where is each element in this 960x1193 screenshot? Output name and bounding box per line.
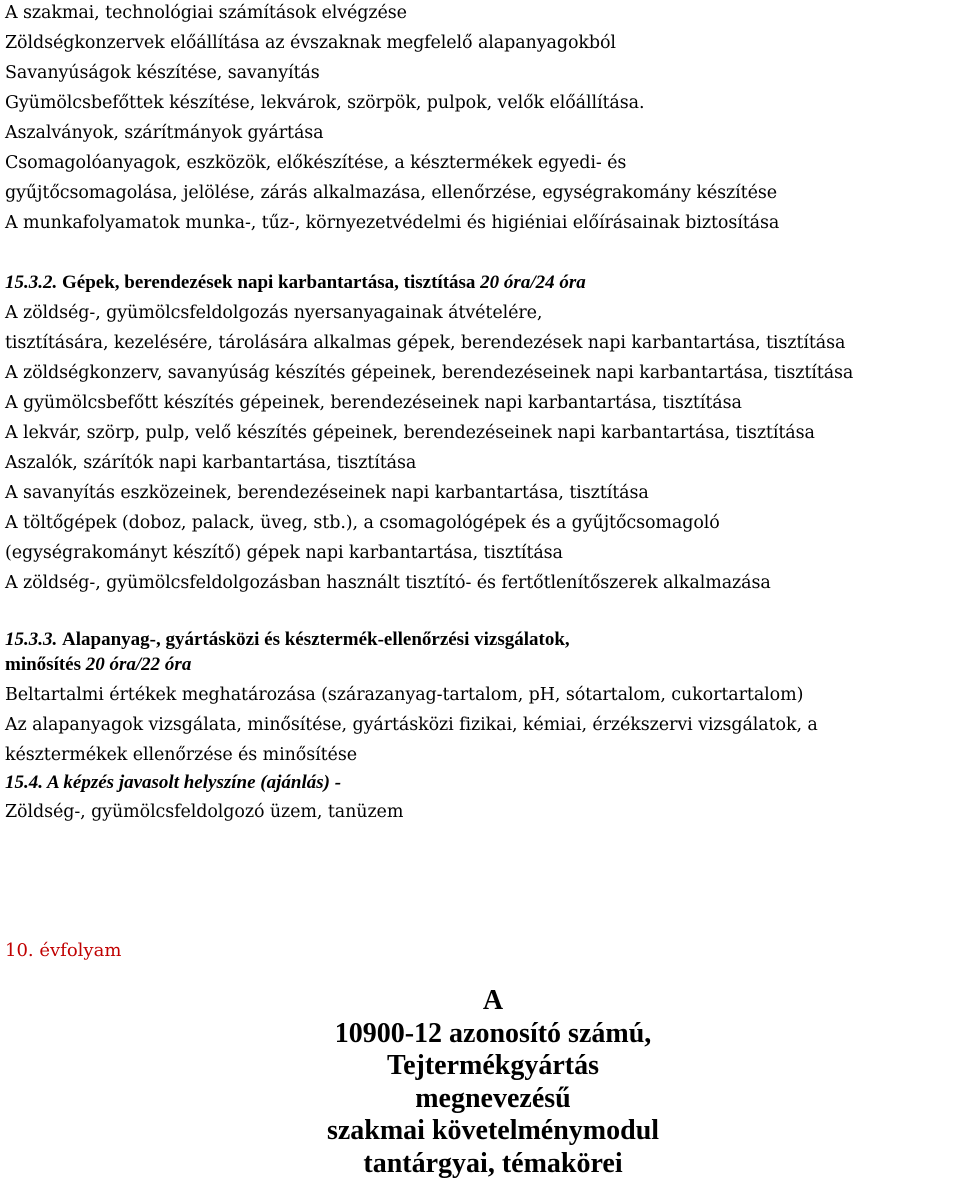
- section-154-text: Zöldség-, gyümölcsfeldolgozó üzem, tanüzem: [5, 802, 404, 822]
- section-1532-line-10: A zöldség-, gyümölcsfeldolgozásban használt tisztító- és fertőtlenítőszerek alkalmazása: [5, 573, 771, 593]
- module-title-line-3: Tejtermékgyártás: [386, 1050, 599, 1081]
- section-1533-line-3: késztermékek ellenőrzése és minősítése: [5, 745, 357, 765]
- module-title-line-5: szakmai követelménymodul: [326, 1115, 660, 1146]
- section-1532-line-5: A lekvár, szörp, pulp, velő készítés gépeinek, berendezéseinek napi karbantartása, tisztítása: [5, 423, 815, 443]
- section-1533-line-1: Beltartalmi értékek meghatározása (szárazanyag-tartalom, pH, sótartalom, cukortartalom): [5, 685, 804, 705]
- section-1533-hours: 20 óra/22 óra: [85, 654, 192, 675]
- section-1532-line-6: Aszalók, szárítók napi karbantartása, tisztítása: [5, 453, 417, 473]
- section-1533-heading-line2: [5, 650, 191, 680]
- section-1532-line-2: tisztítására, kezelésére, tárolására alkalmas gépek, berendezések napi karbantartása, tisztítása: [5, 333, 846, 353]
- module-title-line-1: A: [482, 985, 504, 1016]
- list-a-line-7: gyűjtőcsomagolása, jelölése, zárás alkalmazása, ellenőrzése, egységrakomány készítése: [5, 183, 777, 203]
- section-1532-line-1: A zöldség-, gyümölcsfeldolgozás nyersanyagainak átvételére,: [5, 303, 543, 323]
- list-a-line-5: Aszalványok, szárítmányok gyártása: [5, 123, 324, 143]
- list-a-line-2: Zöldségkonzervek előállítása az évszaknak megfelelő alapanyagokból: [5, 33, 616, 53]
- section-1532-line-9: (egységrakományt készítő) gépek napi karbantartása, tisztítása: [5, 543, 563, 563]
- module-title-block: [0, 985, 960, 1180]
- section-1532-heading: [5, 268, 586, 298]
- section-1532-line-4: A gyümölcsbefőtt készítés gépeinek, berendezéseinek napi karbantartása, tisztítása: [5, 393, 742, 413]
- section-1532-line-8: A töltőgépek (doboz, palack, üveg, stb.), a csomagológépek és a gyűjtőcsomagoló: [5, 513, 720, 533]
- section-154-heading: [5, 768, 341, 798]
- section-1533-title: Alapanyag-, gyártásközi és késztermék-ellenőrzési vizsgálatok,: [62, 629, 570, 650]
- module-title-line-6: tantárgyai, témakörei: [363, 1147, 623, 1179]
- section-1532-title: Gépek, berendezések napi karbantartása, tisztítása: [62, 272, 476, 293]
- section-1532-hours: 20 óra/24 óra: [480, 272, 586, 293]
- section-154-heading-text: 15.4. A képzés javasolt helyszíne (ajánlás) -: [5, 772, 342, 793]
- list-a-line-3: Savanyúságok készítése, savanyítás: [5, 63, 320, 83]
- section-1533-number: 15.3.3.: [5, 629, 58, 650]
- section-1532-line-3: A zöldségkonzerv, savanyúság készítés gépeinek, berendezéseinek napi karbantartása, tisztítása: [5, 363, 854, 383]
- list-a-line-1: A szakmai, technológiai számítások elvégzése: [5, 3, 407, 23]
- module-title-line-4: megnevezésű: [415, 1082, 571, 1114]
- list-a-line-8: A munkafolyamatok munka-, tűz-, környezetvédelmi és higiéniai előírásainak biztosítása: [5, 213, 780, 233]
- section-1533-line-2: Az alapanyagok vizsgálata, minősítése, gyártásközi fizikai, kémiai, érzékszervi vizsgálatok, a: [5, 715, 818, 735]
- section-1532-number: 15.3.2.: [5, 272, 58, 293]
- list-a-line-4: Gyümölcsbefőttek készítése, lekvárok, szörpök, pulpok, velők előállítása.: [5, 93, 645, 113]
- list-a-line-6: Csomagolóanyagok, eszközök, előkészítése, a késztermékek egyedi- és: [5, 153, 627, 173]
- module-title-line-2: 10900-12 azonosító számú,: [334, 1017, 652, 1049]
- section-1532-line-7: A savanyítás eszközeinek, berendezéseinek napi karbantartása, tisztítása: [5, 483, 649, 503]
- grade-label: 10. évfolyam: [5, 940, 122, 961]
- section-1533-title-line2: minősítés: [5, 654, 81, 675]
